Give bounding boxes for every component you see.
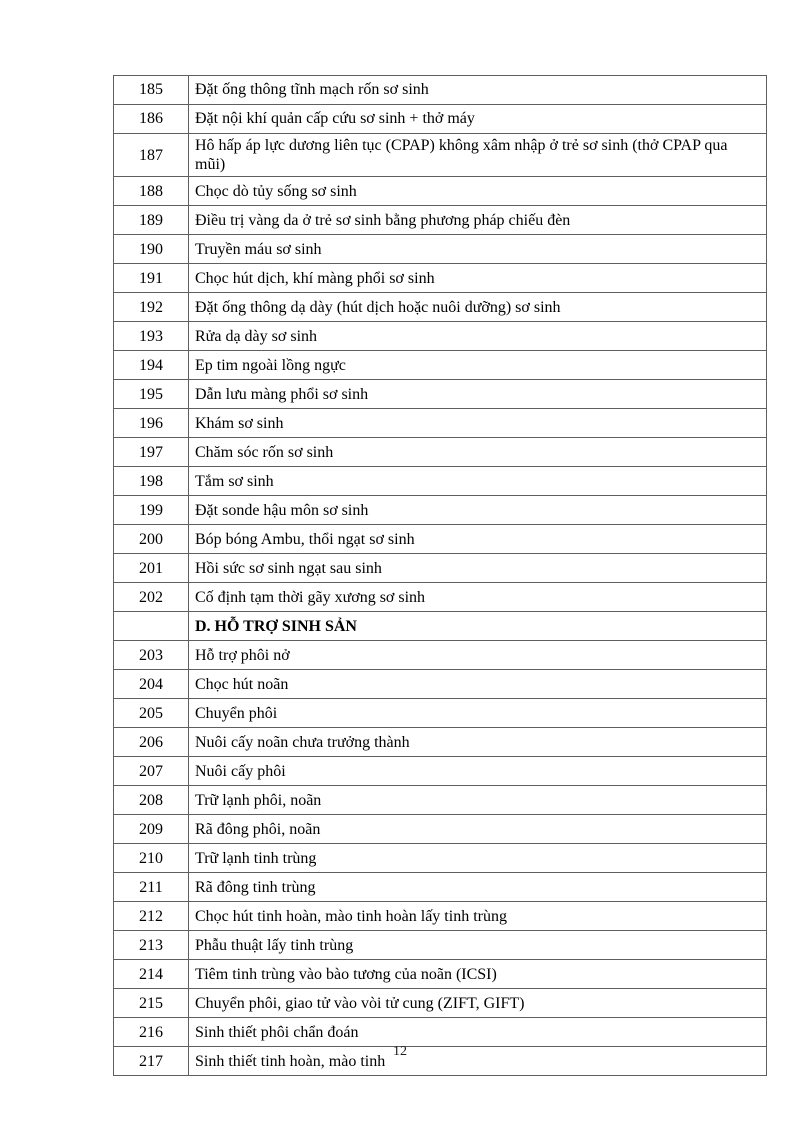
table-row [114, 105, 767, 134]
row-number-cell: 209 [114, 815, 189, 844]
procedure-name-cell: Đặt nội khí quản cấp cứu sơ sinh + thở máy [189, 105, 767, 134]
table-row [114, 960, 767, 989]
row-number-cell: 205 [114, 699, 189, 728]
row-number-cell: 187 [114, 134, 189, 177]
procedure-name-cell: Chọc dò tủy sống sơ sinh [189, 177, 767, 206]
procedure-name-cell: Tắm sơ sinh [189, 467, 767, 496]
row-number-cell: 203 [114, 641, 189, 670]
table-row [114, 293, 767, 322]
table-row [114, 844, 767, 873]
row-number-cell: 214 [114, 960, 189, 989]
procedure-name-cell: Sinh thiết tinh hoàn, mào tinh [189, 1047, 767, 1076]
table-row [114, 134, 767, 177]
row-number-cell: 197 [114, 438, 189, 467]
row-number-cell: 207 [114, 757, 189, 786]
row-number-cell: 201 [114, 554, 189, 583]
procedure-name-cell: Chọc hút noãn [189, 670, 767, 699]
table-row [114, 206, 767, 235]
row-number-cell: 213 [114, 931, 189, 960]
procedure-name-cell: Dẫn lưu màng phổi sơ sinh [189, 380, 767, 409]
row-number-cell: 185 [114, 76, 189, 105]
procedure-name-cell: Điều trị vàng da ở trẻ sơ sinh bằng phương pháp chiếu đèn [189, 206, 767, 235]
table-row [114, 177, 767, 206]
procedure-name-cell: Sinh thiết phôi chẩn đoán [189, 1018, 767, 1047]
row-number-cell: 210 [114, 844, 189, 873]
table-row [114, 583, 767, 612]
procedure-name-cell: Chọc hút tinh hoàn, mào tinh hoàn lấy tinh trùng [189, 902, 767, 931]
row-number-cell: 186 [114, 105, 189, 134]
table-row [114, 902, 767, 931]
section-title-cell: D. HỖ TRỢ SINH SẢN [189, 612, 767, 641]
row-number-cell: 212 [114, 902, 189, 931]
table-row [114, 351, 767, 380]
row-number-cell [114, 612, 189, 641]
table-row [114, 235, 767, 264]
row-number-cell: 208 [114, 786, 189, 815]
procedure-name-cell: Rửa dạ dày sơ sinh [189, 322, 767, 351]
row-number-cell: 191 [114, 264, 189, 293]
procedure-name-cell: Trữ lạnh tinh trùng [189, 844, 767, 873]
row-number-cell: 194 [114, 351, 189, 380]
row-number-cell: 215 [114, 989, 189, 1018]
procedure-name-cell: Khám sơ sinh [189, 409, 767, 438]
row-number-cell: 217 [114, 1047, 189, 1076]
procedure-name-cell: Tiêm tinh trùng vào bào tương của noãn (ICSI) [189, 960, 767, 989]
row-number-cell: 188 [114, 177, 189, 206]
table-row [114, 757, 767, 786]
procedure-name-cell: Trữ lạnh phôi, noãn [189, 786, 767, 815]
table-row [114, 931, 767, 960]
procedure-name-cell: Hồi sức sơ sinh ngạt sau sinh [189, 554, 767, 583]
table-row [114, 409, 767, 438]
row-number-cell: 216 [114, 1018, 189, 1047]
row-number-cell: 193 [114, 322, 189, 351]
procedures-table-body [114, 76, 767, 1076]
procedure-name-cell: Hỗ trợ phôi nở [189, 641, 767, 670]
table-row [114, 699, 767, 728]
procedure-name-cell: Chăm sóc rốn sơ sinh [189, 438, 767, 467]
procedure-name-cell: Cố định tạm thời gãy xương sơ sinh [189, 583, 767, 612]
table-row [114, 815, 767, 844]
procedure-name-cell: Ep tim ngoài lồng ngực [189, 351, 767, 380]
row-number-cell: 195 [114, 380, 189, 409]
procedure-name-cell: Đặt ống thông tĩnh mạch rốn sơ sinh [189, 76, 767, 105]
row-number-cell: 202 [114, 583, 189, 612]
procedure-name-cell: Rã đông phôi, noãn [189, 815, 767, 844]
procedure-name-cell: Nuôi cấy noãn chưa trưởng thành [189, 728, 767, 757]
procedure-name-cell: Nuôi cấy phôi [189, 757, 767, 786]
row-number-cell: 200 [114, 525, 189, 554]
row-number-cell: 189 [114, 206, 189, 235]
table-row [114, 641, 767, 670]
table-row [114, 728, 767, 757]
table-row [114, 873, 767, 902]
row-number-cell: 199 [114, 496, 189, 525]
table-row [114, 467, 767, 496]
row-number-cell: 211 [114, 873, 189, 902]
row-number-cell: 196 [114, 409, 189, 438]
table-row [114, 670, 767, 699]
table-row [114, 76, 767, 105]
table-row [114, 786, 767, 815]
procedure-name-cell: Đặt ống thông dạ dày (hút dịch hoặc nuôi dưỡng) sơ sinh [189, 293, 767, 322]
page-number: 12 [393, 1044, 407, 1059]
row-number-cell: 190 [114, 235, 189, 264]
procedure-name-cell: Phẫu thuật lấy tinh trùng [189, 931, 767, 960]
row-number-cell: 192 [114, 293, 189, 322]
table-row [114, 438, 767, 467]
section-header-row [114, 612, 767, 641]
row-number-cell: 198 [114, 467, 189, 496]
table-row [114, 322, 767, 351]
procedure-name-cell: Rã đông tinh trùng [189, 873, 767, 902]
procedures-table [113, 75, 767, 1076]
procedure-name-cell: Chọc hút dịch, khí màng phổi sơ sinh [189, 264, 767, 293]
procedure-name-cell: Đặt sonde hậu môn sơ sinh [189, 496, 767, 525]
table-row [114, 380, 767, 409]
table-row [114, 525, 767, 554]
procedure-name-cell: Chuyển phôi, giao tử vào vòi tử cung (ZIFT, GIFT) [189, 989, 767, 1018]
procedure-name-cell: Bóp bóng Ambu, thổi ngạt sơ sinh [189, 525, 767, 554]
table-row [114, 1018, 767, 1047]
row-number-cell: 204 [114, 670, 189, 699]
table-row [114, 554, 767, 583]
procedure-name-cell: Chuyển phôi [189, 699, 767, 728]
procedure-name-cell: Hô hấp áp lực dương liên tục (CPAP) không xâm nhập ở trẻ sơ sinh (thở CPAP qua mũi) [189, 134, 767, 177]
table-row [114, 989, 767, 1018]
table-row [114, 264, 767, 293]
row-number-cell: 206 [114, 728, 189, 757]
table-row [114, 496, 767, 525]
procedure-name-cell: Truyền máu sơ sinh [189, 235, 767, 264]
